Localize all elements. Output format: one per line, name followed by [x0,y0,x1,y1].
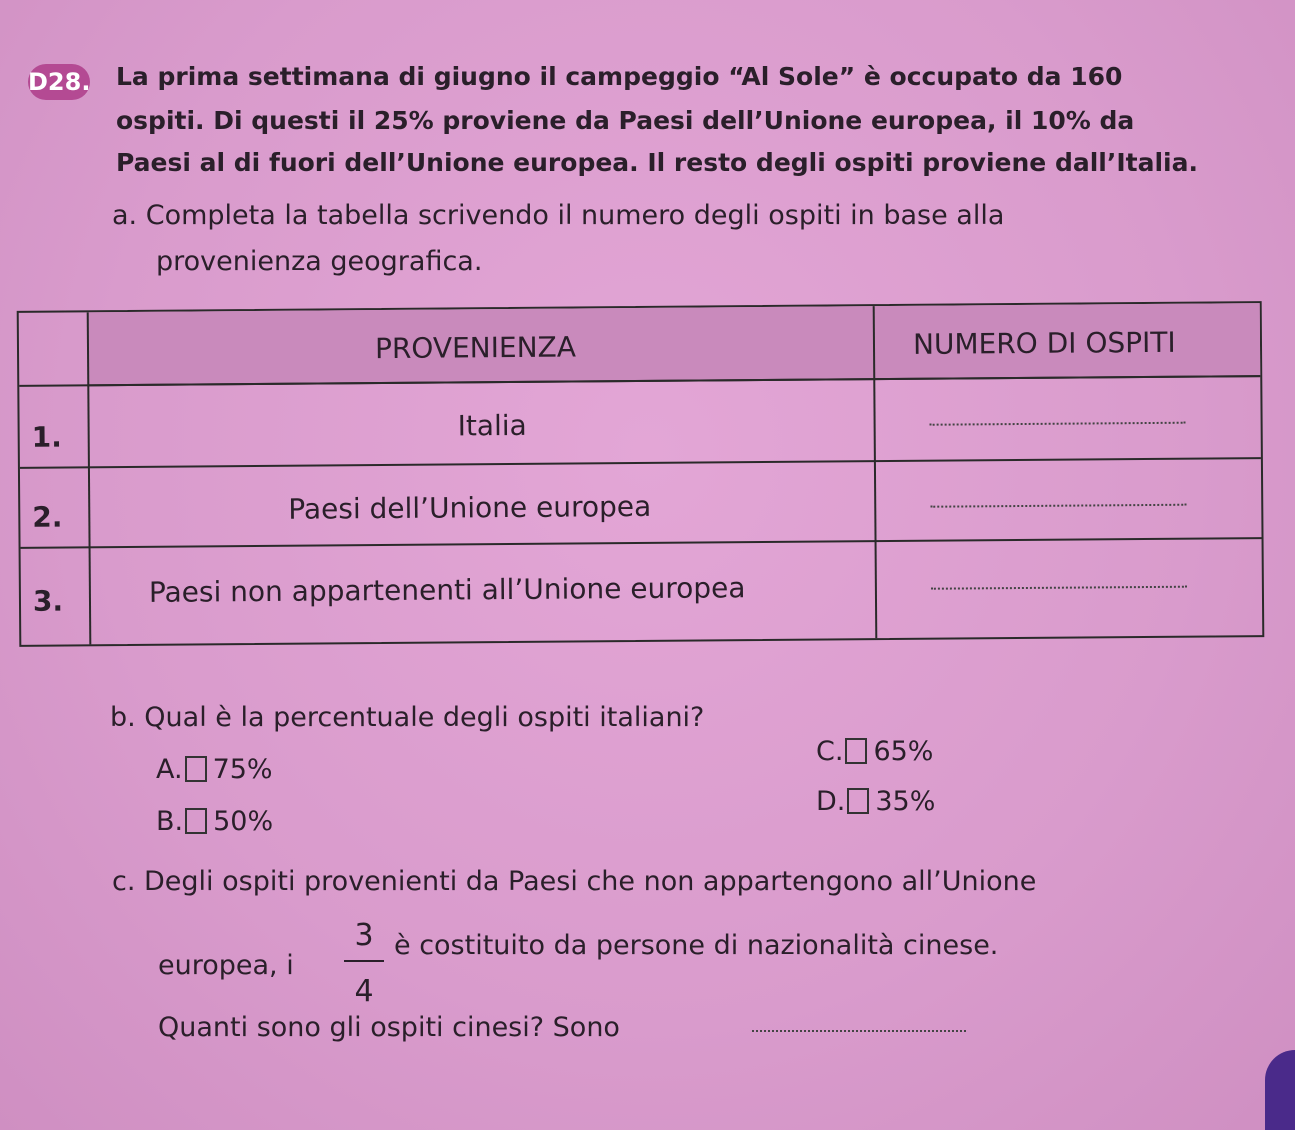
row-1-origin: Italia [457,408,527,443]
part-c-line-2-start: europea, i [158,950,294,981]
part-b-question: b. Qual è la percentuale degli ospiti italiani? [110,702,705,733]
fraction-bar [344,960,384,962]
intro-line-1: La prima settimana di giugno il campeggio “Al Sole” è occupato da 160 [116,62,1123,91]
part-a-line-1: a. Completa la tabella scrivendo il numero degli ospiti in base alla [112,200,1005,231]
option-c-value: 65% [873,736,934,767]
row-1-number: 1. [31,420,62,454]
part-c-line-1: c. Degli ospiti provenienti da Paesi che non appartengono all’Unione [112,866,1037,897]
intro-line-3: Paesi al di fuori dell’Unione europea. Il resto degli ospiti proviene dall’Italia. [116,148,1198,177]
row-2-origin: Paesi dell’Unione europea [288,489,652,526]
option-d[interactable] [816,786,935,817]
option-b-letter: B. [156,806,184,837]
option-b-value: 50% [213,806,274,837]
option-c[interactable] [816,736,933,767]
part-a-line-2: provenienza geografica. [156,246,483,277]
option-c-letter: C. [816,736,844,767]
option-c-checkbox[interactable] [845,738,867,764]
row-3-origin: Paesi non appartenenti all’Unione europea [148,571,746,609]
option-a-letter: A. [156,754,183,785]
header-guests: NUMERO DI OSPITI [912,325,1176,361]
option-a[interactable] [156,754,273,785]
part-c-line-2-end: è costituito da persone di nazionalità cinese. [394,930,999,961]
row-2-number: 2. [32,500,63,534]
row-1-answer-line[interactable] [930,422,1186,426]
corner-decoration [1265,1050,1295,1130]
row-3-number: 3. [32,584,64,618]
fraction-denominator: 4 [354,974,374,1009]
intro-line-2: ospiti. Di questi il 25% proviene da Paesi dell’Unione europea, il 10% da [116,106,1135,135]
part-c-line-3: Quanti sono gli ospiti cinesi? Sono [158,1012,620,1043]
header-origin: PROVENIENZA [374,330,577,366]
chinese-guests-answer-line[interactable] [752,1030,966,1032]
fraction-numerator: 3 [354,918,374,953]
row-3-answer-line[interactable] [931,586,1187,590]
option-d-checkbox[interactable] [847,788,869,814]
option-a-value: 75% [212,754,273,785]
exercise-badge: D28. [28,64,90,100]
origin-table [17,301,1265,647]
option-b[interactable] [156,806,273,837]
option-a-checkbox[interactable] [185,756,207,782]
option-d-letter: D. [816,786,846,817]
option-d-value: 35% [875,786,936,817]
row-2-answer-line[interactable] [930,504,1186,508]
option-b-checkbox[interactable] [185,808,207,834]
